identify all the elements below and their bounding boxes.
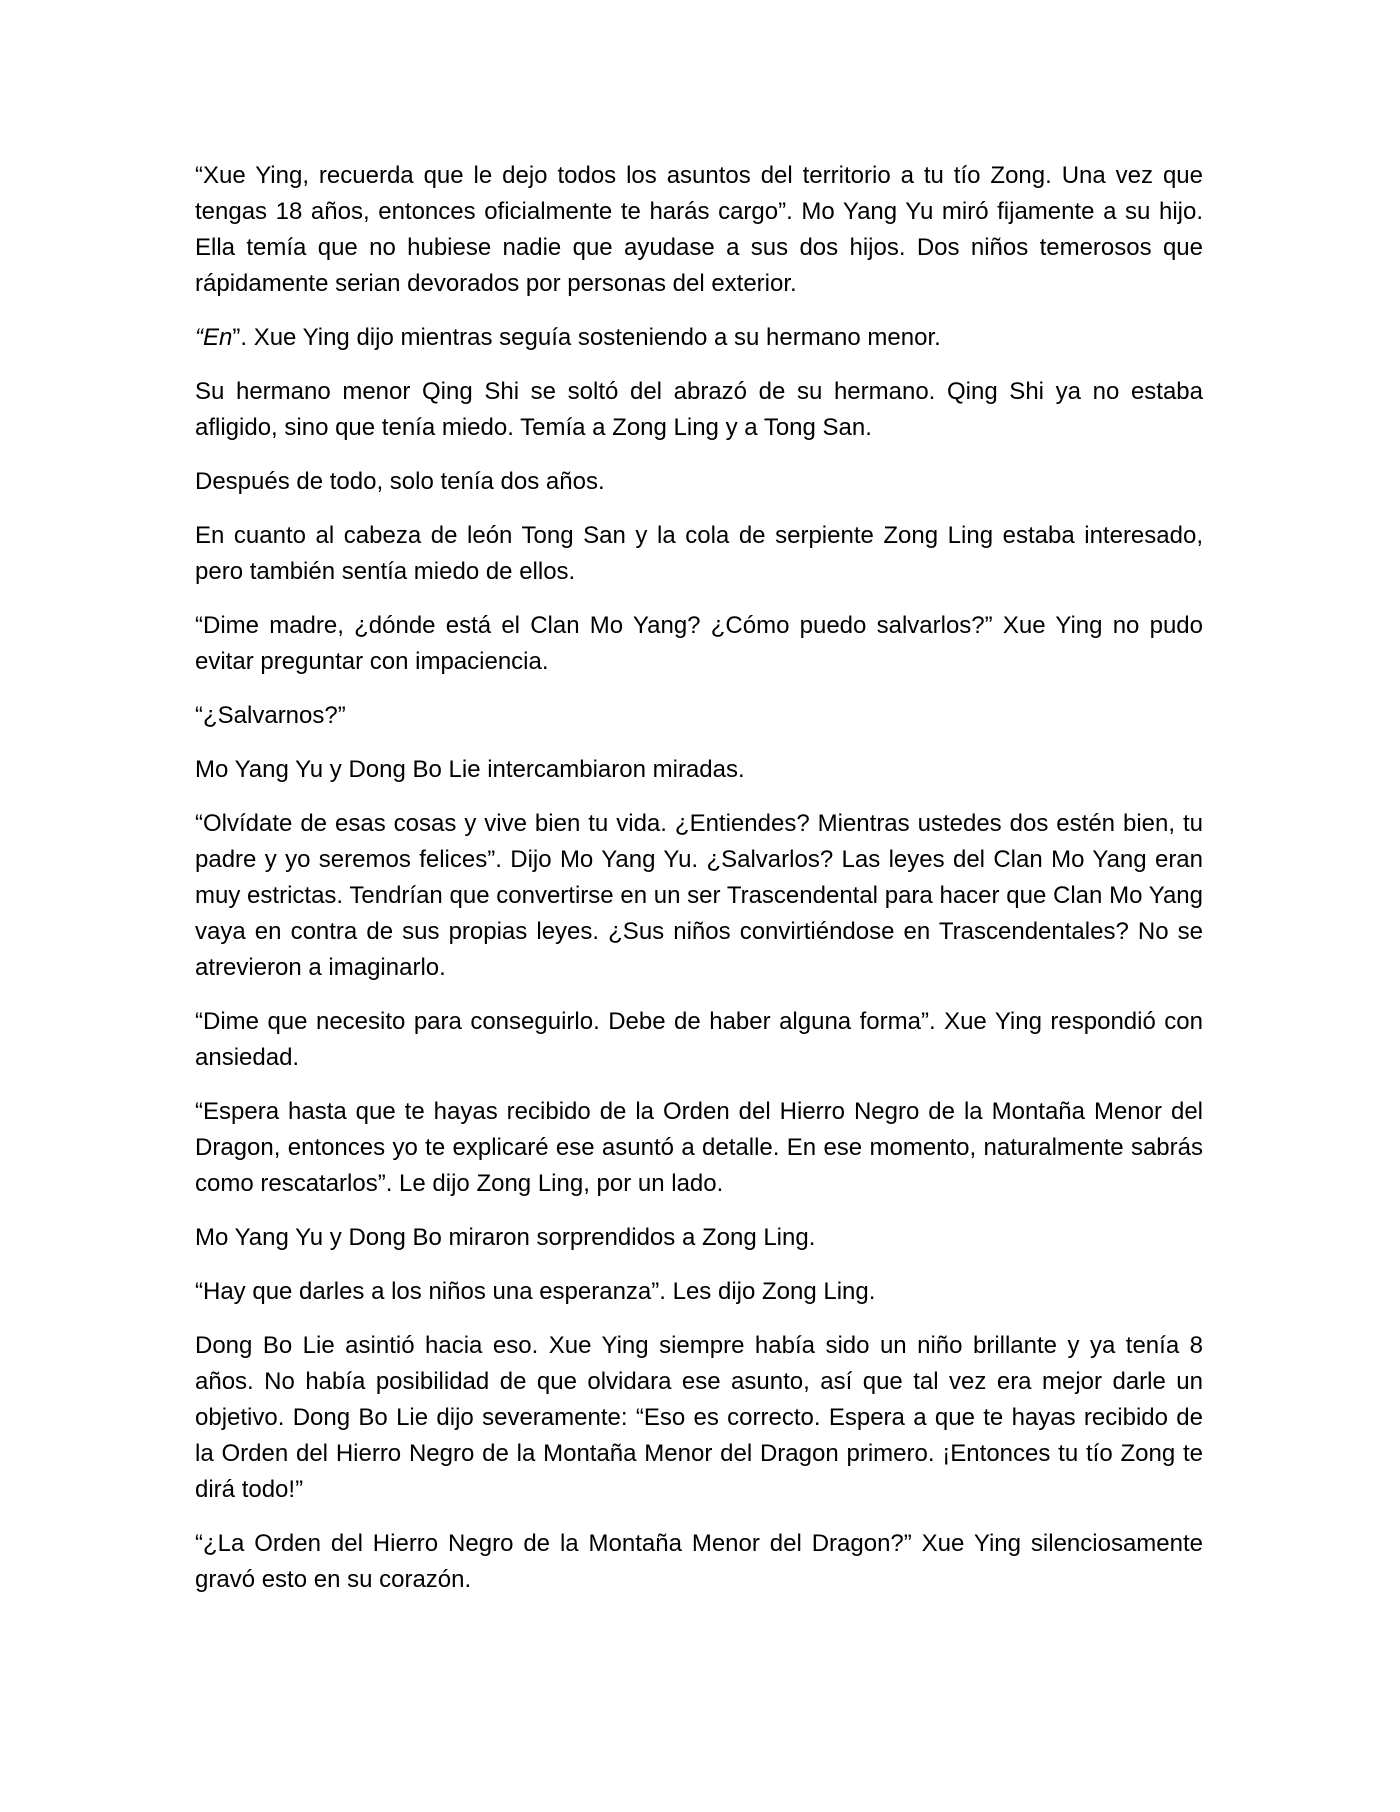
paragraph-13: “Hay que darles a los niños una esperanza”. Les dijo Zong Ling. — [195, 1278, 876, 1305]
paragraph-9: “Olvídate de esas cosas y vive bien tu vida. ¿Entiendes? Mientras ustedes dos estén bien, tu padre y yo seremos felices”. Dijo Mo Yang Yu. ¿Salvarlos? Las leyes del Clan Mo Yang eran muy estrictas. Tendrían que convertirse en un ser Trascendental para hacer que Clan Mo Yang vaya en contra de sus propias leyes. ¿Sus niños convirtiéndose en Trascendentales? No se atrevieron a imaginarlo. — [195, 810, 1203, 981]
paragraph-2-italic: “En — [195, 324, 233, 351]
paragraph-12: Mo Yang Yu y Dong Bo miraron sorprendidos a Zong Ling. — [195, 1224, 816, 1251]
paragraph-8: Mo Yang Yu y Dong Bo Lie intercambiaron miradas. — [195, 756, 745, 783]
paragraph-2-rest: ”. Xue Ying dijo mientras seguía sosteniendo a su hermano menor. — [232, 324, 941, 351]
paragraph-14: Dong Bo Lie asintió hacia eso. Xue Ying siempre había sido un niño brillante y ya tenía 8 años. No había posibilidad de que olvidara ese asunto, así que tal vez era mejor darle un objetivo. Dong Bo Lie dijo severamente: “Eso es correcto. Espera a que te hayas recibido de la Orden del Hierro Negro de la Montaña Menor del Dragon primero. ¡Entonces tu tío Zong te dirá todo!” — [195, 1332, 1203, 1503]
paragraph-11: “Espera hasta que te hayas recibido de la Orden del Hierro Negro de la Montaña Menor del Dragon, entonces yo te explicaré ese asuntó a detalle. En ese momento, naturalmente sabrás como rescatarlos”. Le dijo Zong Ling, por un lado. — [195, 1098, 1203, 1197]
paragraph-2 — [195, 320, 1203, 356]
paragraph-7: “¿Salvarnos?” — [195, 702, 346, 729]
paragraph-6: “Dime madre, ¿dónde está el Clan Mo Yang? ¿Cómo puedo salvarlos?” Xue Ying no pudo evitar preguntar con impaciencia. — [195, 612, 1203, 675]
paragraph-10: “Dime que necesito para conseguirlo. Debe de haber alguna forma”. Xue Ying respondió con ansiedad. — [195, 1008, 1203, 1071]
paragraph-15: “¿La Orden del Hierro Negro de la Montaña Menor del Dragon?” Xue Ying silenciosamente gravó esto en su corazón. — [195, 1530, 1203, 1593]
paragraph-1: “Xue Ying, recuerda que le dejo todos los asuntos del territorio a tu tío Zong. Una vez que tengas 18 años, entonces oficialmente te harás cargo”. Mo Yang Yu miró fijamente a su hijo. Ella temía que no hubiese nadie que ayudase a sus dos hijos. Dos niños temerosos que rápidamente serian devorados por personas del exterior. — [195, 162, 1203, 297]
paragraph-4: Después de todo, solo tenía dos años. — [195, 468, 605, 495]
paragraph-3: Su hermano menor Qing Shi se soltó del abrazó de su hermano. Qing Shi ya no estaba afligido, sino que tenía miedo. Temía a Zong Ling y a Tong San. — [195, 378, 1203, 441]
paragraph-5: En cuanto al cabeza de león Tong San y la cola de serpiente Zong Ling estaba interesado, pero también sentía miedo de ellos. — [195, 522, 1203, 585]
document-body — [195, 158, 1203, 1616]
